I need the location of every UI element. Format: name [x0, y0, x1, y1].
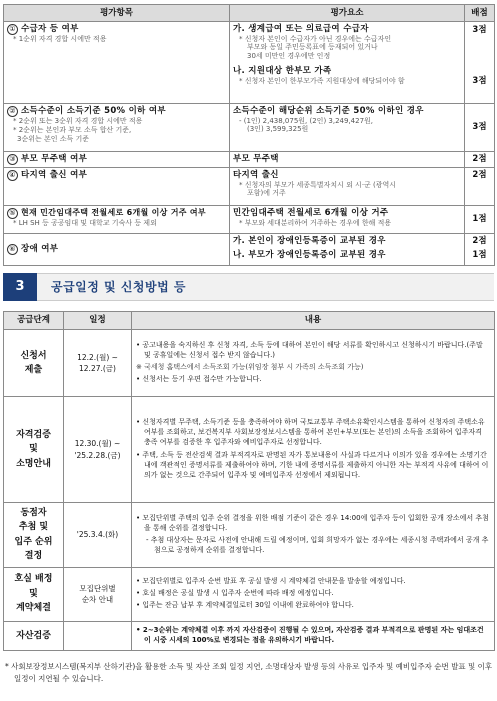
item-number: ② — [7, 106, 18, 117]
item-note: * 2순위 또는 3순위 자격 경합 시에만 적용 — [13, 117, 143, 125]
schedule-content — [132, 397, 495, 503]
content-line: • 2~3순위는 계약체결 이후 까지 자산검증이 진행될 수 있으며, 자산검증 결과 부적격으로 판명된 자는 임대조건이 시중 시세의 100%로 변경되는 점을 유의하시기 바랍니다. — [136, 625, 484, 644]
content-line: • 호실 배정은 공실 발생 시 입주자 순번에 따라 배정 예정입니다. — [136, 588, 334, 597]
schedule-row — [4, 330, 495, 397]
score-value: 2점 — [472, 236, 487, 246]
schedule-row — [4, 503, 495, 568]
schedule-content — [132, 330, 495, 397]
schedule-content — [132, 567, 495, 621]
score-value: 3점 — [472, 122, 487, 133]
element-note: - (1인) 2,438,075원, (2인) 3,249,427원, — [239, 116, 374, 125]
element-title: 가. 생계급여 또는 의료급여 수급자 — [233, 24, 369, 34]
criteria-score-cell — [465, 234, 495, 266]
section-number-badge: 3 — [3, 273, 37, 301]
criteria-score-cell — [465, 104, 495, 152]
schedule-header-stage: 공급단계 — [4, 312, 64, 330]
criteria-element-cell — [230, 168, 465, 206]
schedule-header-content: 내용 — [132, 312, 495, 330]
element-title: 가. 본인이 장애인등록증이 교부된 경우 — [233, 236, 386, 246]
element-title: 나. 부모가 장애인등록증이 교부된 경우 — [233, 249, 386, 260]
criteria-score-cell — [465, 152, 495, 168]
criteria-score-cell — [465, 168, 495, 206]
criteria-header-row — [4, 5, 495, 22]
item-title: 수급자 등 여부 — [21, 24, 79, 34]
schedule-date: 12.2.(월) ~ 12.27.(금) — [64, 330, 132, 397]
schedule-stage: 호실 배정 및 계약체결 — [4, 567, 64, 621]
item-title: 장애 여부 — [21, 244, 59, 254]
item-note: 3순위는 본인 소득 기준 — [17, 134, 89, 143]
criteria-element-cell — [230, 104, 465, 152]
element-title: 부모 무주택 — [233, 154, 279, 164]
item-note: * 2순위는 본인과 부모 소득 합산 기준, — [13, 125, 132, 134]
criteria-item-cell — [4, 234, 230, 266]
criteria-element-cell — [230, 22, 465, 104]
element-note: (3인) 3,599,325원 — [247, 125, 309, 134]
element-title: 민간임대주택 전월세로 6개월 이상 거주 — [233, 208, 389, 218]
item-title: 현재 민간임대주택 전월세로 6개월 이상 거주 여부 — [21, 208, 206, 217]
schedule-stage: 신청서 제출 — [4, 330, 64, 397]
content-line: • 신청서는 등기 우편 접수만 가능합니다. — [136, 375, 262, 384]
section-header — [3, 273, 494, 301]
element-title: 소득수준이 해당순위 소득기준 50% 이하인 경우 — [233, 106, 424, 116]
element-note: * 신청자의 부모가 세종특별자치시 외 시·군 (광역시 — [239, 180, 397, 189]
content-line: • 입주는 잔금 납부 후 계약체결일로터 30일 이내에 완료하여야 합니다. — [136, 601, 354, 610]
schedule-stage: 자산검증 — [4, 621, 64, 650]
score-value: 1점 — [472, 249, 487, 260]
item-number: ⑤ — [7, 208, 18, 219]
criteria-row — [4, 234, 495, 266]
element-note: 포함)에 거주 — [247, 189, 286, 198]
element-title: 타지역 출신 — [233, 170, 279, 180]
item-number: ④ — [7, 170, 18, 181]
element-title: 나. 지원대상 한부모 가족 — [233, 65, 332, 76]
schedule-content — [132, 503, 495, 568]
schedule-stage: 동점자 추첨 및 입주 순위 결정 — [4, 503, 64, 568]
criteria-row — [4, 22, 495, 104]
criteria-header-element: 평가요소 — [230, 5, 465, 22]
score-value: 1점 — [472, 214, 487, 225]
section-title: 공급일정 및 신청방법 등 — [51, 279, 186, 294]
content-line: ※ 국세청 홈택스에서 소득조회 가능(위임장 첨부 시 가족의 소득조회 가능) — [136, 363, 364, 371]
item-number: ① — [7, 24, 18, 35]
content-line: - 추첨 대상자는 문자로 사전에 안내해 드릴 예정이며, 입회 희망자가 없는 경우에는 세종시청 주택과에서 공개 추첨으로 공정하게 순위를 결정합니다. — [146, 535, 489, 554]
element-note: * 신청자 본인이 수급자가 아닌 경우에는 수급자인 — [239, 34, 392, 43]
schedule-date: 모집단위별 순차 안내 — [64, 567, 132, 621]
evaluation-criteria-table — [3, 4, 495, 266]
criteria-element-cell — [230, 234, 465, 266]
criteria-item-cell — [4, 22, 230, 104]
schedule-stage: 자격검증 및 소명안내 — [4, 397, 64, 503]
criteria-score-cell — [465, 22, 495, 104]
score-value: 2점 — [472, 170, 487, 180]
schedule-row — [4, 621, 495, 650]
score-value: 2점 — [472, 154, 487, 164]
schedule-header-row — [4, 312, 495, 330]
item-title: 부모 무주택 여부 — [21, 154, 88, 164]
criteria-row — [4, 104, 495, 152]
schedule-row — [4, 567, 495, 621]
schedule-content — [132, 621, 495, 650]
content-line: • 모집단위별로 입주자 순번 발표 후 공실 발생 시 계약체결 안내문을 발송할 예정입니다. — [136, 576, 406, 585]
item-note: * LH SH 등 공공임대 및 대학교 기숙사 등 제외 — [13, 219, 157, 227]
criteria-item-cell — [4, 104, 230, 152]
score-value: 3점 — [472, 75, 487, 86]
schedule-date: '25.3.4.(화) — [64, 503, 132, 568]
item-number: ⑥ — [7, 244, 18, 255]
content-line: • 신청자격별 무주택, 소득기준 등을 충족하여야 하며 국토교통부 주택소유확인시스템을 통하여 신청자의 주택소유 여부를 조회하고, 보건복지부 사회보장정보시스템을 통하여 본인+부모(또는 본인)의 소득을 조회하여 입주자격 충족 여부를 검증한 후 입주자와 예비입주자로 선정합니다. — [136, 418, 485, 447]
content-line: • 주택, 소득 등 전산검색 결과 부적격자로 판명된 자가 통보내용이 사실과 다르거나 이의가 있을 경우에는 소명기간 내에 객관적인 증명서류를 제출하여야 하며, 기한 내에 증명서류를 제출하지 아니한 자는 부적격 사유에 대하여 이의가 없는 것으로 간주되어 입주자 및 예비입주자 선정에서 제외됩니다. — [136, 450, 489, 479]
item-title: 소득수준이 소득기준 50% 이하 여부 — [21, 106, 166, 116]
schedule-date — [64, 621, 132, 650]
criteria-header-score: 배점 — [465, 5, 495, 22]
supply-schedule-table — [3, 311, 495, 651]
schedule-header-date: 일정 — [64, 312, 132, 330]
item-number: ③ — [7, 154, 18, 165]
criteria-item-cell — [4, 168, 230, 206]
criteria-row — [4, 206, 495, 234]
criteria-element-cell — [230, 152, 465, 168]
element-note: 부모와 동일 주민등록표에 등재되어 있거나 — [247, 43, 378, 52]
footnote: * 사회보장정보시스템(복지부 산하기관)을 활용한 소득 및 자산 조회 일정 지연, 소명대상자 발생 등의 사유로 입주자 및 예비입주자 순번 발표 및 이후 일정이 지연될 수 있습니다. — [5, 662, 493, 683]
criteria-element-cell — [230, 206, 465, 234]
criteria-row — [4, 152, 495, 168]
content-line: • 공고내용을 숙지하신 후 신청 자격, 소득 등에 대하여 본인이 해당 서류를 확인하시고 신청하시기 바랍니다.(주말 및 공휴일에는 신청서 접수 받지 않습니다.) — [136, 340, 483, 359]
element-note: 30세 미만인 경우에만 인정 — [247, 52, 331, 61]
schedule-date: 12.30.(월) ~ '25.2.28.(금) — [64, 397, 132, 503]
element-note: * 신청자 본인이 한부모가족 지원대상에 해당되어야 함 — [239, 76, 405, 85]
criteria-header-item: 평가항목 — [4, 5, 230, 22]
item-note: * 1순위 자격 경합 시에만 적용 — [13, 35, 107, 43]
content-line: • 모집단위별 주택의 입주 순위 결정을 위한 배점 기준이 같은 경우 14:00에 입주자 등이 입회한 공개 장소에서 추첨을 통해 순위를 결정합니다. — [136, 513, 489, 532]
criteria-item-cell — [4, 206, 230, 234]
item-title: 타지역 출신 여부 — [21, 170, 88, 180]
criteria-row — [4, 168, 495, 206]
schedule-row — [4, 397, 495, 503]
element-note: * 부모와 세대분리하여 거주하는 경우에 한해 적용 — [239, 218, 392, 227]
criteria-score-cell — [465, 206, 495, 234]
score-value: 3점 — [472, 25, 487, 35]
criteria-item-cell — [4, 152, 230, 168]
